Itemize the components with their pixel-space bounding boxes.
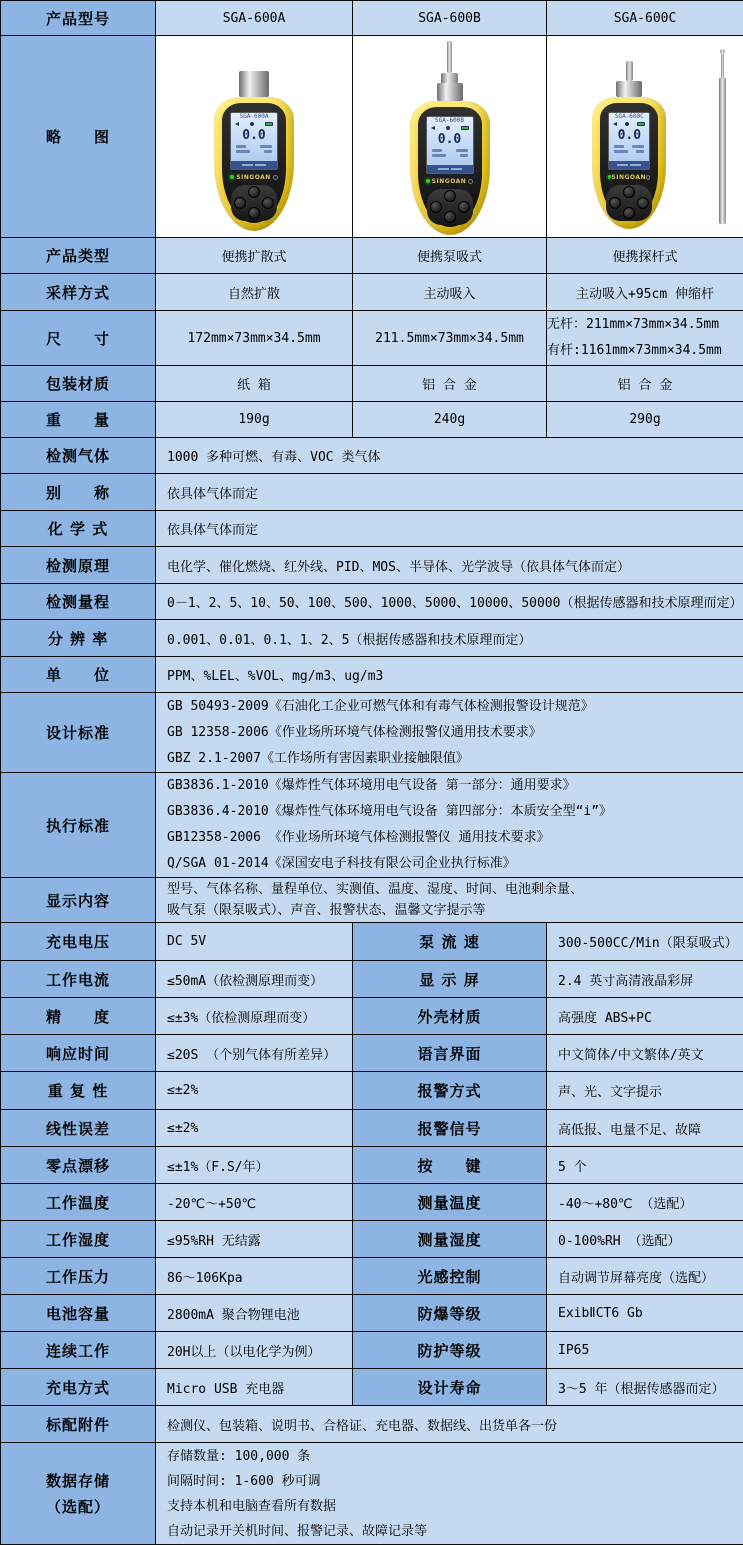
execution-standard-line1: GB3836.1-2010《爆炸性气体环境用电气设备 第一部分：通用要求》 xyxy=(167,773,737,799)
execution-standard-value xyxy=(156,773,743,878)
row-label-working-humidity: 工作湿度 xyxy=(1,1221,156,1258)
row-label-continuous-work: 连续工作 xyxy=(1,1332,156,1369)
data-storage-line1: 存储数量: 100,000 条 xyxy=(167,1444,737,1469)
row-execution-standard xyxy=(1,773,743,878)
sampling-c: 主动吸入+95cm 伸缩杆 xyxy=(547,274,743,311)
menu-key xyxy=(623,186,635,198)
row-label-display-content: 显示内容 xyxy=(1,878,156,923)
row-design-standard xyxy=(1,693,743,773)
packaging-a: 纸 箱 xyxy=(156,366,353,402)
battery-icon xyxy=(265,122,273,126)
display-screen-value: 2.4 英寸高清液晶彩屏 xyxy=(547,961,743,998)
device-screen xyxy=(608,112,650,170)
charge-voltage-value: DC 5V xyxy=(156,923,353,961)
detection-principle-value: 电化学、催化燃烧、红外线、PID、MOS、半导体、光学波导（依具体气体而定） xyxy=(156,547,743,584)
row-label-detection-principle: 检测原理 xyxy=(1,547,156,584)
row-sampling-method xyxy=(1,274,743,311)
row-product-type xyxy=(1,238,743,274)
dimensions-a: 172mm×73mm×34.5mm xyxy=(156,311,353,366)
row-alias xyxy=(1,474,743,511)
alias-value: 依具体气体而定 xyxy=(156,474,743,511)
menu-key xyxy=(248,186,260,198)
row-label-design-life: 设计寿命 xyxy=(353,1369,547,1406)
shell-material-value: 高强度 ABS+PC xyxy=(547,998,743,1035)
packaging-b: 铝 合 金 xyxy=(353,366,547,402)
row-response-time xyxy=(1,1035,743,1072)
model-a-cell: SGA-600A xyxy=(156,1,353,36)
row-label-alarm-signal: 报警信号 xyxy=(353,1110,547,1147)
button-pad xyxy=(231,185,277,221)
row-label-dimensions: 尺 寸 xyxy=(1,311,156,366)
device-c-image xyxy=(547,37,743,237)
pump-probe xyxy=(447,41,452,73)
device-image-a-cell xyxy=(156,36,353,238)
row-label-resolution: 分 辨 率 xyxy=(1,620,156,657)
row-charge-voltage xyxy=(1,923,743,961)
data-storage-label-line1: 数据存储 xyxy=(1,1468,155,1494)
chemical-formula-value: 依具体气体而定 xyxy=(156,511,743,547)
row-label-unit: 单 位 xyxy=(1,657,156,693)
row-label-measure-humidity: 测量湿度 xyxy=(353,1221,547,1258)
product-type-a: 便携扩散式 xyxy=(156,238,353,274)
design-standard-line1: GB 50493-2009《石油化工企业可燃气体和有毒气体检测报警设计规范》 xyxy=(167,694,737,720)
row-detect-gas xyxy=(1,438,743,474)
row-working-humidity xyxy=(1,1221,743,1258)
row-zero-drift xyxy=(1,1147,743,1184)
device-screen xyxy=(426,116,474,174)
telescopic-rod xyxy=(719,49,726,224)
screen-model-text: SGA-600C xyxy=(609,113,649,121)
sensor-cap xyxy=(239,71,269,97)
row-label-sketch: 略 图 xyxy=(1,36,156,238)
row-label-accessories: 标配附件 xyxy=(1,1406,156,1443)
repeatability-value: ≤±2% xyxy=(156,1072,353,1110)
row-label-zero-drift: 零点漂移 xyxy=(1,1147,156,1184)
weight-a: 190g xyxy=(156,402,353,438)
row-packaging-material xyxy=(1,366,743,402)
screen-reading: 0.0 xyxy=(231,128,277,143)
speaker-icon xyxy=(235,122,239,126)
brand-label: SINGOAN xyxy=(432,178,467,185)
row-detection-range xyxy=(1,584,743,620)
row-label-language: 语言界面 xyxy=(353,1035,547,1072)
product-type-b: 便携泵吸式 xyxy=(353,238,547,274)
row-data-storage xyxy=(1,1443,743,1545)
keys-value: 5 个 xyxy=(547,1147,743,1184)
row-label-detection-range: 检测量程 xyxy=(1,584,156,620)
weight-b: 240g xyxy=(353,402,547,438)
accessories-value: 检测仪、包装箱、说明书、合格证、充电器、数据线、出货单各一份 xyxy=(156,1406,743,1443)
menu-key xyxy=(444,190,456,202)
row-label-explosion-proof: 防爆等级 xyxy=(353,1295,547,1332)
row-working-current xyxy=(1,961,743,998)
fan-icon xyxy=(625,122,629,126)
light-control-value: 自动调节屏幕亮度（选配） xyxy=(547,1258,743,1295)
battery-icon xyxy=(461,126,469,130)
zero-drift-value: ≤±1%（F.S/年） xyxy=(156,1147,353,1184)
design-life-value: 3～5 年（根据传感器而定） xyxy=(547,1369,743,1406)
data-storage-line2: 间隔时间: 1-600 秒可调 xyxy=(167,1469,737,1494)
pump-flow-value: 300-500CC/Min（限泵吸式） xyxy=(547,923,743,961)
left-key xyxy=(234,197,246,209)
row-label-data-storage xyxy=(1,1443,156,1545)
weight-c: 290g xyxy=(547,402,743,438)
screen-reading: 0.0 xyxy=(609,128,649,143)
display-content-line1: 型号、气体名称、量程单位、实测值、温度、湿度、时间、电池剩余量、 xyxy=(167,879,737,900)
row-label-product-model: 产品型号 xyxy=(1,1,156,36)
screen-model-text: SGA-600B xyxy=(427,117,473,125)
row-label-accuracy: 精 度 xyxy=(1,998,156,1035)
led-indicator xyxy=(230,175,234,179)
working-current-value: ≤50mA（依检测原理而变） xyxy=(156,961,353,998)
row-label-display-screen: 显 示 屏 xyxy=(353,961,547,998)
brand-label: SINGOAN xyxy=(236,174,271,181)
row-label-alias: 别 称 xyxy=(1,474,156,511)
row-label-working-current: 工作电流 xyxy=(1,961,156,998)
row-label-weight: 重 量 xyxy=(1,402,156,438)
row-accessories xyxy=(1,1406,743,1443)
row-detection-principle xyxy=(1,547,743,584)
design-standard-line3: GBZ 2.1-2007《工作场所有害因素职业接触限值》 xyxy=(167,746,737,772)
design-standard-value xyxy=(156,693,743,773)
battery-icon xyxy=(637,122,645,126)
working-temperature-value: -20℃～+50℃ xyxy=(156,1184,353,1221)
alarm-signal-value: 高低报、电量不足、故障 xyxy=(547,1110,743,1147)
right-key xyxy=(262,197,274,209)
device-image-c-cell xyxy=(547,36,743,238)
enter-key xyxy=(623,207,635,219)
measure-humidity-value: 0-100%RH （选配） xyxy=(547,1221,743,1258)
screen-date-bar xyxy=(231,161,277,169)
enter-key xyxy=(248,207,260,219)
row-accuracy xyxy=(1,998,743,1035)
row-working-temperature xyxy=(1,1184,743,1221)
row-label-charge-method: 充电方式 xyxy=(1,1369,156,1406)
row-label-execution-standard: 执行标准 xyxy=(1,773,156,878)
row-label-chemical-formula: 化 学 式 xyxy=(1,511,156,547)
execution-standard-line2: GB3836.4-2010《爆炸性气体环境用电气设备 第四部分：本质安全型“i”》 xyxy=(167,799,737,825)
led-indicator xyxy=(426,179,430,183)
row-label-working-pressure: 工作压力 xyxy=(1,1258,156,1295)
packaging-c: 铝 合 金 xyxy=(547,366,743,402)
row-label-protection-level: 防护等级 xyxy=(353,1332,547,1369)
battery-capacity-value: 2800mA 聚合物锂电池 xyxy=(156,1295,353,1332)
sensor-cap xyxy=(616,81,642,97)
screen-model-text: SGA-600A xyxy=(231,113,277,121)
row-label-working-temperature: 工作温度 xyxy=(1,1184,156,1221)
row-label-sampling-method: 采样方式 xyxy=(1,274,156,311)
row-label-product-type: 产品类型 xyxy=(1,238,156,274)
model-b-cell: SGA-600B xyxy=(353,1,547,36)
enter-key xyxy=(444,211,456,223)
probe-collar xyxy=(441,73,458,83)
row-working-pressure xyxy=(1,1258,743,1295)
row-label-alarm-mode: 报警方式 xyxy=(353,1072,547,1110)
left-key xyxy=(609,197,621,209)
data-storage-line3: 支持本机和电脑查看所有数据 xyxy=(167,1494,737,1519)
alarm-mode-value: 声、光、文字提示 xyxy=(547,1072,743,1110)
row-label-response-time: 响应时间 xyxy=(1,1035,156,1072)
fan-icon xyxy=(250,122,254,126)
row-dimensions xyxy=(1,311,743,366)
row-label-repeatability: 重 复 性 xyxy=(1,1072,156,1110)
row-label-light-control: 光感控制 xyxy=(353,1258,547,1295)
data-storage-label-line2: （选配） xyxy=(1,1494,155,1520)
screen-reading: 0.0 xyxy=(427,132,473,147)
row-label-charge-voltage: 充电电压 xyxy=(1,923,156,961)
speaker-icon xyxy=(431,126,435,130)
execution-standard-line3: GB12358-2006 《作业场所环境气体检测报警仪 通用技术要求》 xyxy=(167,825,737,851)
pump-probe xyxy=(626,61,633,81)
row-sketch xyxy=(1,36,743,238)
dimensions-c-line1: 无杆：211mm×73mm×34.5mm xyxy=(547,312,743,338)
row-continuous-work xyxy=(1,1332,743,1369)
row-product-model xyxy=(1,1,743,36)
model-c-cell: SGA-600C xyxy=(547,1,743,36)
explosion-proof-value: ExibⅡCT6 Gb xyxy=(547,1295,743,1332)
row-label-detect-gas: 检测气体 xyxy=(1,438,156,474)
continuous-work-value: 20H以上（以电化学为例） xyxy=(156,1332,353,1369)
fan-icon xyxy=(446,126,450,130)
row-label-pump-flow: 泵 流 速 xyxy=(353,923,547,961)
row-unit xyxy=(1,657,743,693)
button-pad xyxy=(427,189,473,225)
detection-range-value: 0－1、2、5、10、50、100、500、1000、5000、10000、50000（根据传感器和技术原理而定） xyxy=(156,584,743,620)
display-content-line2: 吸气泵（限泵吸式）、声音、报警状态、温馨文字提示等 xyxy=(167,900,737,921)
device-screen xyxy=(230,112,278,170)
row-label-packaging-material: 包装材质 xyxy=(1,366,156,402)
resolution-value: 0.001、0.01、0.1、1、2、5（根据传感器和技术原理而定） xyxy=(156,620,743,657)
accuracy-value: ≤±3%（依检测原理而变） xyxy=(156,998,353,1035)
detect-gas-value: 1000 多种可燃、有毒、VOC 类气体 xyxy=(156,438,743,474)
sampling-a: 自然扩散 xyxy=(156,274,353,311)
language-value: 中文简体/中文繁体/英文 xyxy=(547,1035,743,1072)
row-battery-capacity xyxy=(1,1295,743,1332)
speaker-icon xyxy=(613,122,617,126)
row-label-design-standard: 设计标准 xyxy=(1,693,156,773)
dimensions-c-line2: 有杆:1161mm×73mm×34.5mm xyxy=(547,338,743,364)
device-image-b-cell xyxy=(353,36,547,238)
row-charge-method xyxy=(1,1369,743,1406)
right-key xyxy=(458,201,470,213)
charge-method-value: Micro USB 充电器 xyxy=(156,1369,353,1406)
dimensions-b: 211.5mm×73mm×34.5mm xyxy=(353,311,547,366)
working-humidity-value: ≤95%RH 无结露 xyxy=(156,1221,353,1258)
row-display-content xyxy=(1,878,743,923)
power-icon xyxy=(646,175,650,180)
row-repeatability xyxy=(1,1072,743,1110)
row-label-shell-material: 外壳材质 xyxy=(353,998,547,1035)
working-pressure-value: 86～106Kpa xyxy=(156,1258,353,1295)
row-label-linearity-error: 线性误差 xyxy=(1,1110,156,1147)
power-icon xyxy=(468,179,473,184)
response-time-value: ≤20S （个别气体有所差异） xyxy=(156,1035,353,1072)
left-key xyxy=(430,201,442,213)
button-pad xyxy=(606,185,652,221)
screen-date-bar xyxy=(427,165,473,173)
power-icon xyxy=(273,175,278,180)
brand-label: SINGOAN xyxy=(611,174,646,181)
row-label-battery-capacity: 电池容量 xyxy=(1,1295,156,1332)
device-a-image xyxy=(156,37,352,237)
row-weight xyxy=(1,402,743,438)
design-standard-line2: GB 12358-2006《作业场所环境气体检测报警仪通用技术要求》 xyxy=(167,720,737,746)
row-chemical-formula xyxy=(1,511,743,547)
row-resolution xyxy=(1,620,743,657)
execution-standard-line4: Q/SGA 01-2014《深国安电子科技有限公司企业执行标准》 xyxy=(167,851,737,877)
display-content-value xyxy=(156,878,743,923)
sensor-cap xyxy=(437,83,463,101)
linearity-error-value: ≤±2% xyxy=(156,1110,353,1147)
protection-level-value: IP65 xyxy=(547,1332,743,1369)
data-storage-line4: 自动记录开关机时间、报警记录、故障记录等 xyxy=(167,1519,737,1544)
sampling-b: 主动吸入 xyxy=(353,274,547,311)
product-type-c: 便携探杆式 xyxy=(547,238,743,274)
dimensions-c xyxy=(547,311,743,366)
right-key xyxy=(637,197,649,209)
unit-value: PPM、%LEL、%VOL、mg/m3、ug/m3 xyxy=(156,657,743,693)
device-b-image xyxy=(353,37,546,237)
row-linearity-error xyxy=(1,1110,743,1147)
screen-date-bar xyxy=(609,161,649,169)
data-storage-value xyxy=(156,1443,743,1545)
measure-temperature-value: -40～+80℃ （选配） xyxy=(547,1184,743,1221)
row-label-keys: 按 键 xyxy=(353,1147,547,1184)
row-label-measure-temperature: 测量温度 xyxy=(353,1184,547,1221)
